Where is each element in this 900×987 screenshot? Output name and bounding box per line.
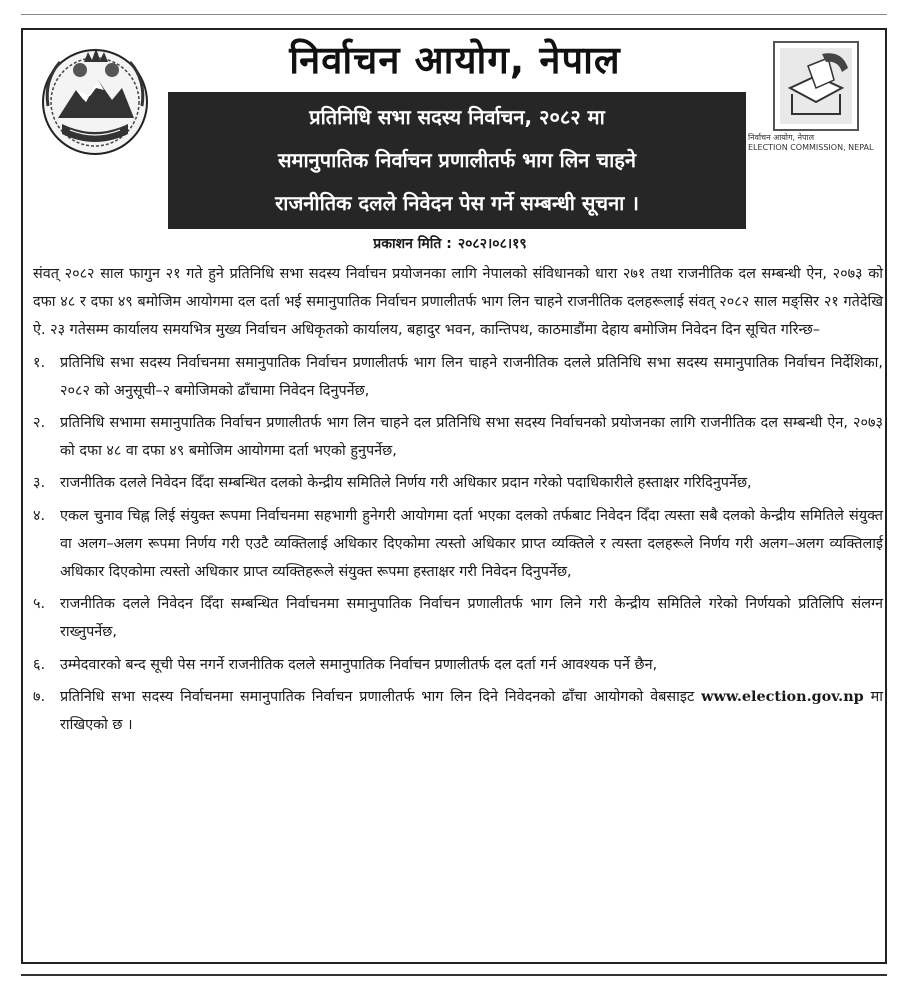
point-number: ७. (33, 688, 46, 705)
banner-line-3: राजनीतिक दलले निवेदन पेस गर्ने सम्बन्धी सूचना । (275, 191, 639, 215)
list-item (33, 683, 883, 739)
top-rule (21, 14, 887, 15)
list-item (33, 469, 883, 497)
point-text: प्रतिनिधि सभामा समानुपातिक निर्वाचन प्रणालीतर्फ भाग लिन चाहने दल प्रतिनिधि सभा सदस्य निर्वाचनको प्रयोजनका लागि राजनीतिक दल सम्बन्धी ऐन, २०७३ को दफा ४८ वा दफा ४९ बमोजिम आयोगमा दर्ता भएको हुनुपर्नेछ, (60, 415, 883, 460)
point-text: राजनीतिक दलले निवेदन दिँदा सम्बन्धित दलको केन्द्रीय समितिले निर्णय गरी अधिकार प्रदान गरेको पदाधिकारीले हस्ताक्षर गरिदिनुपर्नेछ, (60, 475, 752, 492)
list-item (33, 651, 883, 679)
point-number: ५. (33, 596, 46, 613)
ec-caption-nepali: निर्वाचन आयोग, नेपाल (748, 133, 815, 142)
list-item (33, 590, 883, 646)
banner-line-2: समानुपातिक निर्वाचन प्रणालीतर्फ भाग लिन चाहने (278, 148, 636, 172)
website-link[interactable]: www.election.gov.np (701, 687, 864, 705)
bottom-rule (21, 974, 887, 976)
point-text-end: मा राखिएको छ । (60, 688, 883, 734)
publication-date-value: २०८२।०८।१९ (457, 236, 527, 252)
notice-banner (168, 92, 746, 229)
point-number: ४. (33, 507, 46, 524)
list-item (33, 409, 883, 465)
notice-body (33, 260, 883, 739)
publication-date (0, 231, 900, 257)
nepal-emblem-icon (36, 40, 154, 160)
point-text: एकल चुनाव चिह्न लिई संयुक्त रूपमा निर्वाचनमा सहभागी हुनेगरी आयोगमा दर्ता भएका दलको तर्फबाट निवेदन दिँदा त्यस्ता सबै दलको केन्द्रीय समितिले संयुक्त वा अलग–अलग रूपमा निर्णय गरी एउटै व्यक्तिलाई अधिकार दिएकोमा त्यस्तो अधिकार प्राप्त व्यक्तिले र त्यस्ता दलहरूले निर्णय गरी अलग–अलग व्यक्तिलाई अधिकार दिएकोमा त्यस्तो अधिकार प्राप्त व्यक्तिहरूले संयुक्त रूपमा हस्ताक्षर गरी निवेदन दिनुपर्नेछ, (60, 507, 883, 581)
publication-label: प्रकाशन मिति : (373, 236, 452, 252)
point-number: ३. (33, 475, 46, 492)
point-text: राजनीतिक दलले निवेदन दिँदा सम्बन्धित निर्वाचनमा समानुपातिक निर्वाचन प्रणालीतर्फ भाग लिने गरी केन्द्रीय समितिले गरेको निर्णयको प्रतिलिपि संलग्न राख्नुपर्नेछ, (60, 596, 883, 641)
ec-caption (748, 133, 878, 153)
point-number: १. (33, 354, 46, 371)
point-text: प्रतिनिधि सभा सदस्य निर्वाचनमा समानुपातिक निर्वाचन प्रणालीतर्फ भाग लिन चाहने राजनीतिक दलले प्रतिनिधि सभा सदस्य समानुपातिक निर्वाचन निर्देशिका, २०८२ को अनुसूची–२ बमोजिमको ढाँचामा निवेदन दिनुपर्नेछ, (60, 354, 883, 399)
list-item (33, 502, 883, 587)
ec-caption-english: ELECTION COMMISSION, NEPAL (748, 143, 874, 152)
intro-paragraph: संवत् २०८२ साल फागुन २१ गते हुने प्रतिनिधि सभा सदस्य निर्वाचन प्रयोजनका लागि नेपालको संविधानको धारा २७१ तथा राजनीतिक दल सम्बन्धी ऐन, २०७३ को दफा ४८ र दफा ४९ बमोजिम आयोगमा दल दर्ता भई समानुपातिक निर्वाचन प्रणालीतर्फ भाग लिन चाहने राजनीतिक दलहरूलाई संवत् २०८२ साल मङ्सिर २१ गतेदेखि ऐ. २३ गतेसम्म कार्यालय समयभित्र मुख्य निर्वाचन अधिकृतको कार्यालय, बहादुर भवन, कान्तिपथ, काठमाडौंमा देहाय बमोजिम निवेदन दिन सूचित गरिन्छ– (33, 266, 883, 339)
banner-line-1: प्रतिनिधि सभा सदस्य निर्वाचन, २०८२ मा (309, 105, 605, 129)
notice-points (33, 349, 883, 740)
point-text: प्रतिनिधि सभा सदस्य निर्वाचनमा समानुपातिक निर्वाचन प्रणालीतर्फ भाग लिन दिने निवेदनको ढाँचा आयोगको वेबसाइट (60, 688, 695, 705)
ballot-box-icon (772, 40, 860, 132)
list-item (33, 349, 883, 405)
point-text: उम्मेदवारको बन्द सूची पेस नगर्ने राजनीतिक दलले समानुपातिक निर्वाचन प्रणालीतर्फ दल दर्ता गर्न आवश्यक पर्ने छैन, (60, 656, 658, 673)
point-number: ६. (33, 656, 46, 673)
point-number: २. (33, 415, 46, 432)
page-title: निर्वाचन आयोग, नेपाल (289, 38, 621, 82)
